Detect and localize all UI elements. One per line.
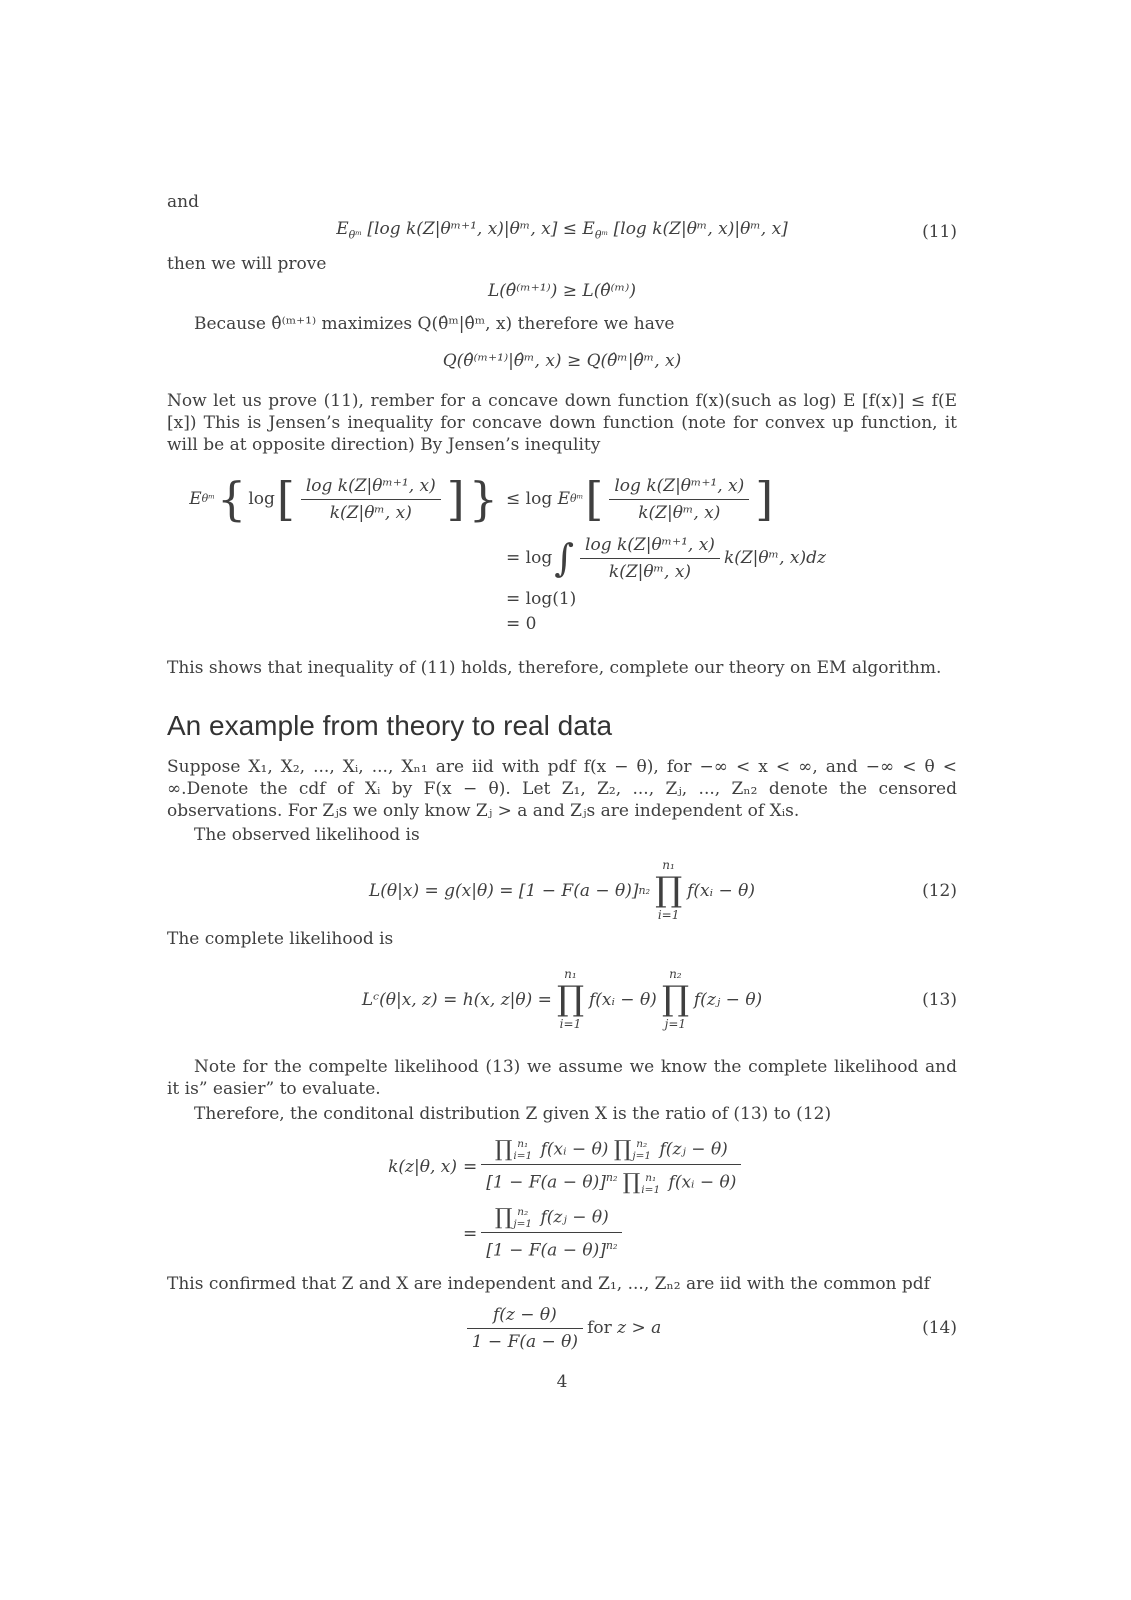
kderiv-frac2-den: [481, 1232, 622, 1263]
equation-12-tag: (12): [922, 881, 957, 901]
kderiv-frac1-num: [481, 1137, 741, 1164]
eq11-lhs: [log k(Z|θᵐ⁺¹, x)|θᵐ, x]: [367, 218, 558, 239]
kderiv-frac2-num: [481, 1205, 622, 1232]
limit-upper: n₁: [517, 1138, 529, 1151]
limit-lower: i=1: [513, 1150, 533, 1163]
eq11-rhs: [log k(Z|θᵐ, x)|θᵐ, x]: [613, 218, 788, 239]
note-paragraph: Note for the compelte likelihood (13) we assume we know the complete likelihood and it is” easier” to evaluate.: [167, 1057, 957, 1099]
product-icon: ∏: [661, 979, 689, 1020]
jensen-row-1: [167, 468, 957, 530]
complete-line: The complete likelihood is: [167, 929, 394, 949]
then-prove-line: then we will prove: [167, 254, 327, 274]
jensen-row2-right: [500, 533, 826, 584]
eq13-product-1: [557, 968, 584, 1031]
jensen-E1-sub: θᵐ: [201, 492, 216, 505]
kderiv-row2-right: [457, 1205, 626, 1263]
equation-Q: [167, 348, 957, 374]
kderiv-frac1-num-term2: f(zⱼ − θ): [659, 1139, 728, 1160]
jensen-E1: E: [189, 489, 202, 509]
product-icon: ∏: [655, 870, 683, 911]
kderiv-row1-right: [457, 1137, 745, 1196]
jensen-row3-math: = log(1): [506, 588, 577, 609]
kderiv-lhs-math: k(z|θ, x): [388, 1157, 457, 1177]
equation-11-math: [336, 218, 788, 246]
eq11-E1: E: [336, 218, 349, 239]
jensen-row1-left: [167, 474, 500, 525]
shows-line: This shows that inequality of (11) holds, therefore, complete our theory on EM algorithm.: [167, 658, 942, 678]
eq12-product: [655, 859, 682, 922]
kderiv-frac1-num-term1: f(xᵢ − θ): [540, 1139, 609, 1160]
jensen-derivation: [167, 468, 957, 636]
kderiv-frac1-den-term1: [1 − F(a − θ)]: [486, 1173, 606, 1194]
page-content: [167, 0, 957, 1393]
equation-Q-math: Q(θ̂⁽ᵐ⁺¹⁾|θ̂ᵐ, x) ≥ Q(θ̂ᵐ|θ̂ᵐ, x): [442, 351, 682, 371]
jensen-frac3-den: k(Z|θᵐ, x): [580, 558, 720, 584]
therefore-line: Therefore, the conditonal distribution Z given X is the ratio of (13) to (12): [194, 1104, 832, 1124]
jensen-frac1-den: k(Z|θᵐ, x): [301, 499, 441, 525]
eq14-fraction: [467, 1303, 583, 1354]
jensen-relation-1: ≤ log: [506, 489, 553, 509]
jensen-frac2-num: log k(Z|θᵐ⁺¹, x): [614, 475, 745, 496]
limit-lower: i=1: [641, 1183, 661, 1196]
equation-11: [167, 217, 957, 247]
limit-upper: n₂: [517, 1206, 529, 1219]
jensen-E2: E: [557, 489, 571, 509]
big-bracket-close-2: ]: [755, 472, 774, 526]
jensen-frac-2: [609, 474, 749, 525]
kderiv-frac2-num-term: f(zⱼ − θ): [540, 1207, 609, 1228]
eq11-E1-sub: θᵐ: [348, 228, 362, 242]
eq12-rhs: f(xᵢ − θ): [687, 881, 755, 901]
jensen-row-2: [167, 530, 957, 586]
jensen-frac1-num: log k(Z|θᵐ⁺¹, x): [305, 475, 436, 496]
kderiv-frac-2: [481, 1205, 622, 1263]
eq14-num: f(z − θ): [492, 1304, 557, 1325]
eq13-product2-lower: j=1: [664, 1016, 687, 1031]
kderiv-row2-equals: =: [463, 1224, 478, 1244]
jensen-log1: log: [248, 489, 275, 509]
observed-line: The observed likelihood is: [194, 825, 420, 845]
jensen-row4-math: = 0: [506, 613, 537, 634]
jensen-frac3-num: log k(Z|θᵐ⁺¹, x): [585, 534, 715, 555]
big-bracket-close-1: ]: [446, 472, 465, 526]
jensen-row-4: [167, 611, 957, 636]
equation-11-tag: (11): [922, 222, 957, 242]
big-brace-open: {: [217, 472, 247, 526]
eq14-den: 1 − F(a − θ): [467, 1328, 583, 1354]
equation-L: [167, 278, 957, 304]
kderiv-row-1: [167, 1131, 957, 1203]
big-bracket-open-2: [: [585, 472, 604, 526]
kderiv-frac2-den-exp: n₂: [605, 1239, 618, 1253]
section-heading: An example from theory to real data: [167, 710, 613, 741]
equation-12: [167, 859, 957, 923]
eq11-E2: E: [582, 218, 595, 239]
eq13-product2-upper: n₂: [669, 967, 682, 982]
jensen-frac-1: [301, 474, 441, 525]
kderiv-frac1-den-term2: f(xᵢ − θ): [668, 1173, 737, 1194]
jensen-row-3: [167, 586, 957, 611]
eq12-exponent: n₂: [638, 884, 651, 897]
product-icon: ∏: [556, 979, 584, 1020]
kderiv-row-2: [167, 1203, 957, 1265]
eq12-lhs: L(θ|x) = g(x|θ) = [1 − F(a − θ)]: [369, 881, 639, 901]
jensen-row1-right: [500, 474, 775, 525]
kderiv-frac1-den-exp: n₂: [605, 1171, 618, 1185]
jensen-row4-right: [500, 613, 536, 635]
eq13-product1-lower: i=1: [559, 1016, 582, 1031]
eq12-product-lower: i=1: [657, 907, 680, 922]
eq13-rhs: f(zⱼ − θ): [693, 990, 763, 1010]
eq11-relation: ≤: [562, 218, 578, 239]
eq12-product-upper: n₁: [662, 858, 675, 873]
kderiv-frac1-den: [481, 1164, 741, 1196]
lead-word-and: and: [167, 192, 199, 212]
jensen-row3-right: [500, 588, 576, 610]
product-icon: ∏: [622, 1170, 641, 1196]
eq11-E2-sub: θᵐ: [594, 228, 609, 242]
kderiv-frac-1: [481, 1137, 741, 1196]
equation-13-tag: (13): [922, 990, 957, 1010]
kderiv-lhs: [167, 1156, 457, 1178]
big-brace-close: }: [468, 472, 498, 526]
product-icon: ∏: [494, 1205, 513, 1231]
equation-13: [167, 968, 957, 1032]
because-line: Because θ̂⁽ᵐ⁺¹⁾ maximizes Q(θ̂ᵐ|θ̂ᵐ, x) therefore we have: [194, 314, 675, 334]
jensen-frac-3: [580, 533, 720, 584]
eq13-lhs: Lᶜ(θ|x, z) = h(x, z|θ) =: [361, 990, 552, 1010]
limit-lower: j=1: [513, 1218, 533, 1231]
equation-14-tag: (14): [922, 1318, 957, 1338]
eq13-product-2: [662, 968, 689, 1031]
eq14-for-label: for: [587, 1318, 612, 1338]
equation-L-math: L(θ̂⁽ᵐ⁺¹⁾) ≥ L(θ̂⁽ᵐ⁾): [488, 281, 636, 301]
jensen-row2-tail: k(Z|θᵐ, x)dz: [723, 548, 826, 568]
jensen-row2-eq-log: = log: [506, 548, 553, 568]
jensen-frac2-den: k(Z|θᵐ, x): [609, 499, 749, 525]
equation-14: [167, 1299, 957, 1357]
confirmed-line: This confirmed that Z and X are independent and Z₁, ..., Zₙ₂ are iid with the common pdf: [167, 1274, 930, 1294]
limit-upper: n₁: [645, 1171, 657, 1184]
eq13-mid: f(xᵢ − θ): [588, 990, 657, 1010]
eq14-condition: z > a: [617, 1318, 662, 1338]
jensen-paragraph: Now let us prove (11), rember for a concave down function f(x)(such as log) E [f(x)] ≤ f(E [x]) This is Jensen’s inequality for concave down function (note for convex up function, it will be at opposite direction) By Jensen’s inequlity: [167, 391, 957, 455]
product-icon: ∏: [494, 1137, 513, 1163]
big-bracket-open-1: [: [276, 472, 295, 526]
limit-upper: n₂: [636, 1138, 648, 1151]
limit-lower: j=1: [632, 1150, 652, 1163]
eq13-product1-upper: n₁: [564, 967, 577, 982]
page-number: 4: [556, 1372, 568, 1392]
kderiv-row1-equals: =: [463, 1157, 478, 1177]
suppose-paragraph: Suppose X₁, X₂, ..., Xᵢ, ..., Xₙ₁ are iid with pdf f(x − θ), for −∞ < x < ∞, and −∞ < θ < ∞.Denote the cdf of Xᵢ by F(x − θ). Let Z₁, Z₂, ..., Zⱼ, ..., Zₙ₂ denote the censored observations. For Zⱼs we only know Zⱼ > a and Zⱼs are independent of Xᵢs.: [167, 757, 957, 821]
kderiv-frac2-den-term: [1 − F(a − θ)]: [486, 1240, 606, 1261]
integral-icon: ∫: [554, 536, 575, 580]
product-icon: ∏: [613, 1137, 632, 1163]
jensen-E2-sub: θᵐ: [570, 492, 584, 505]
conditional-derivation: [167, 1131, 957, 1265]
